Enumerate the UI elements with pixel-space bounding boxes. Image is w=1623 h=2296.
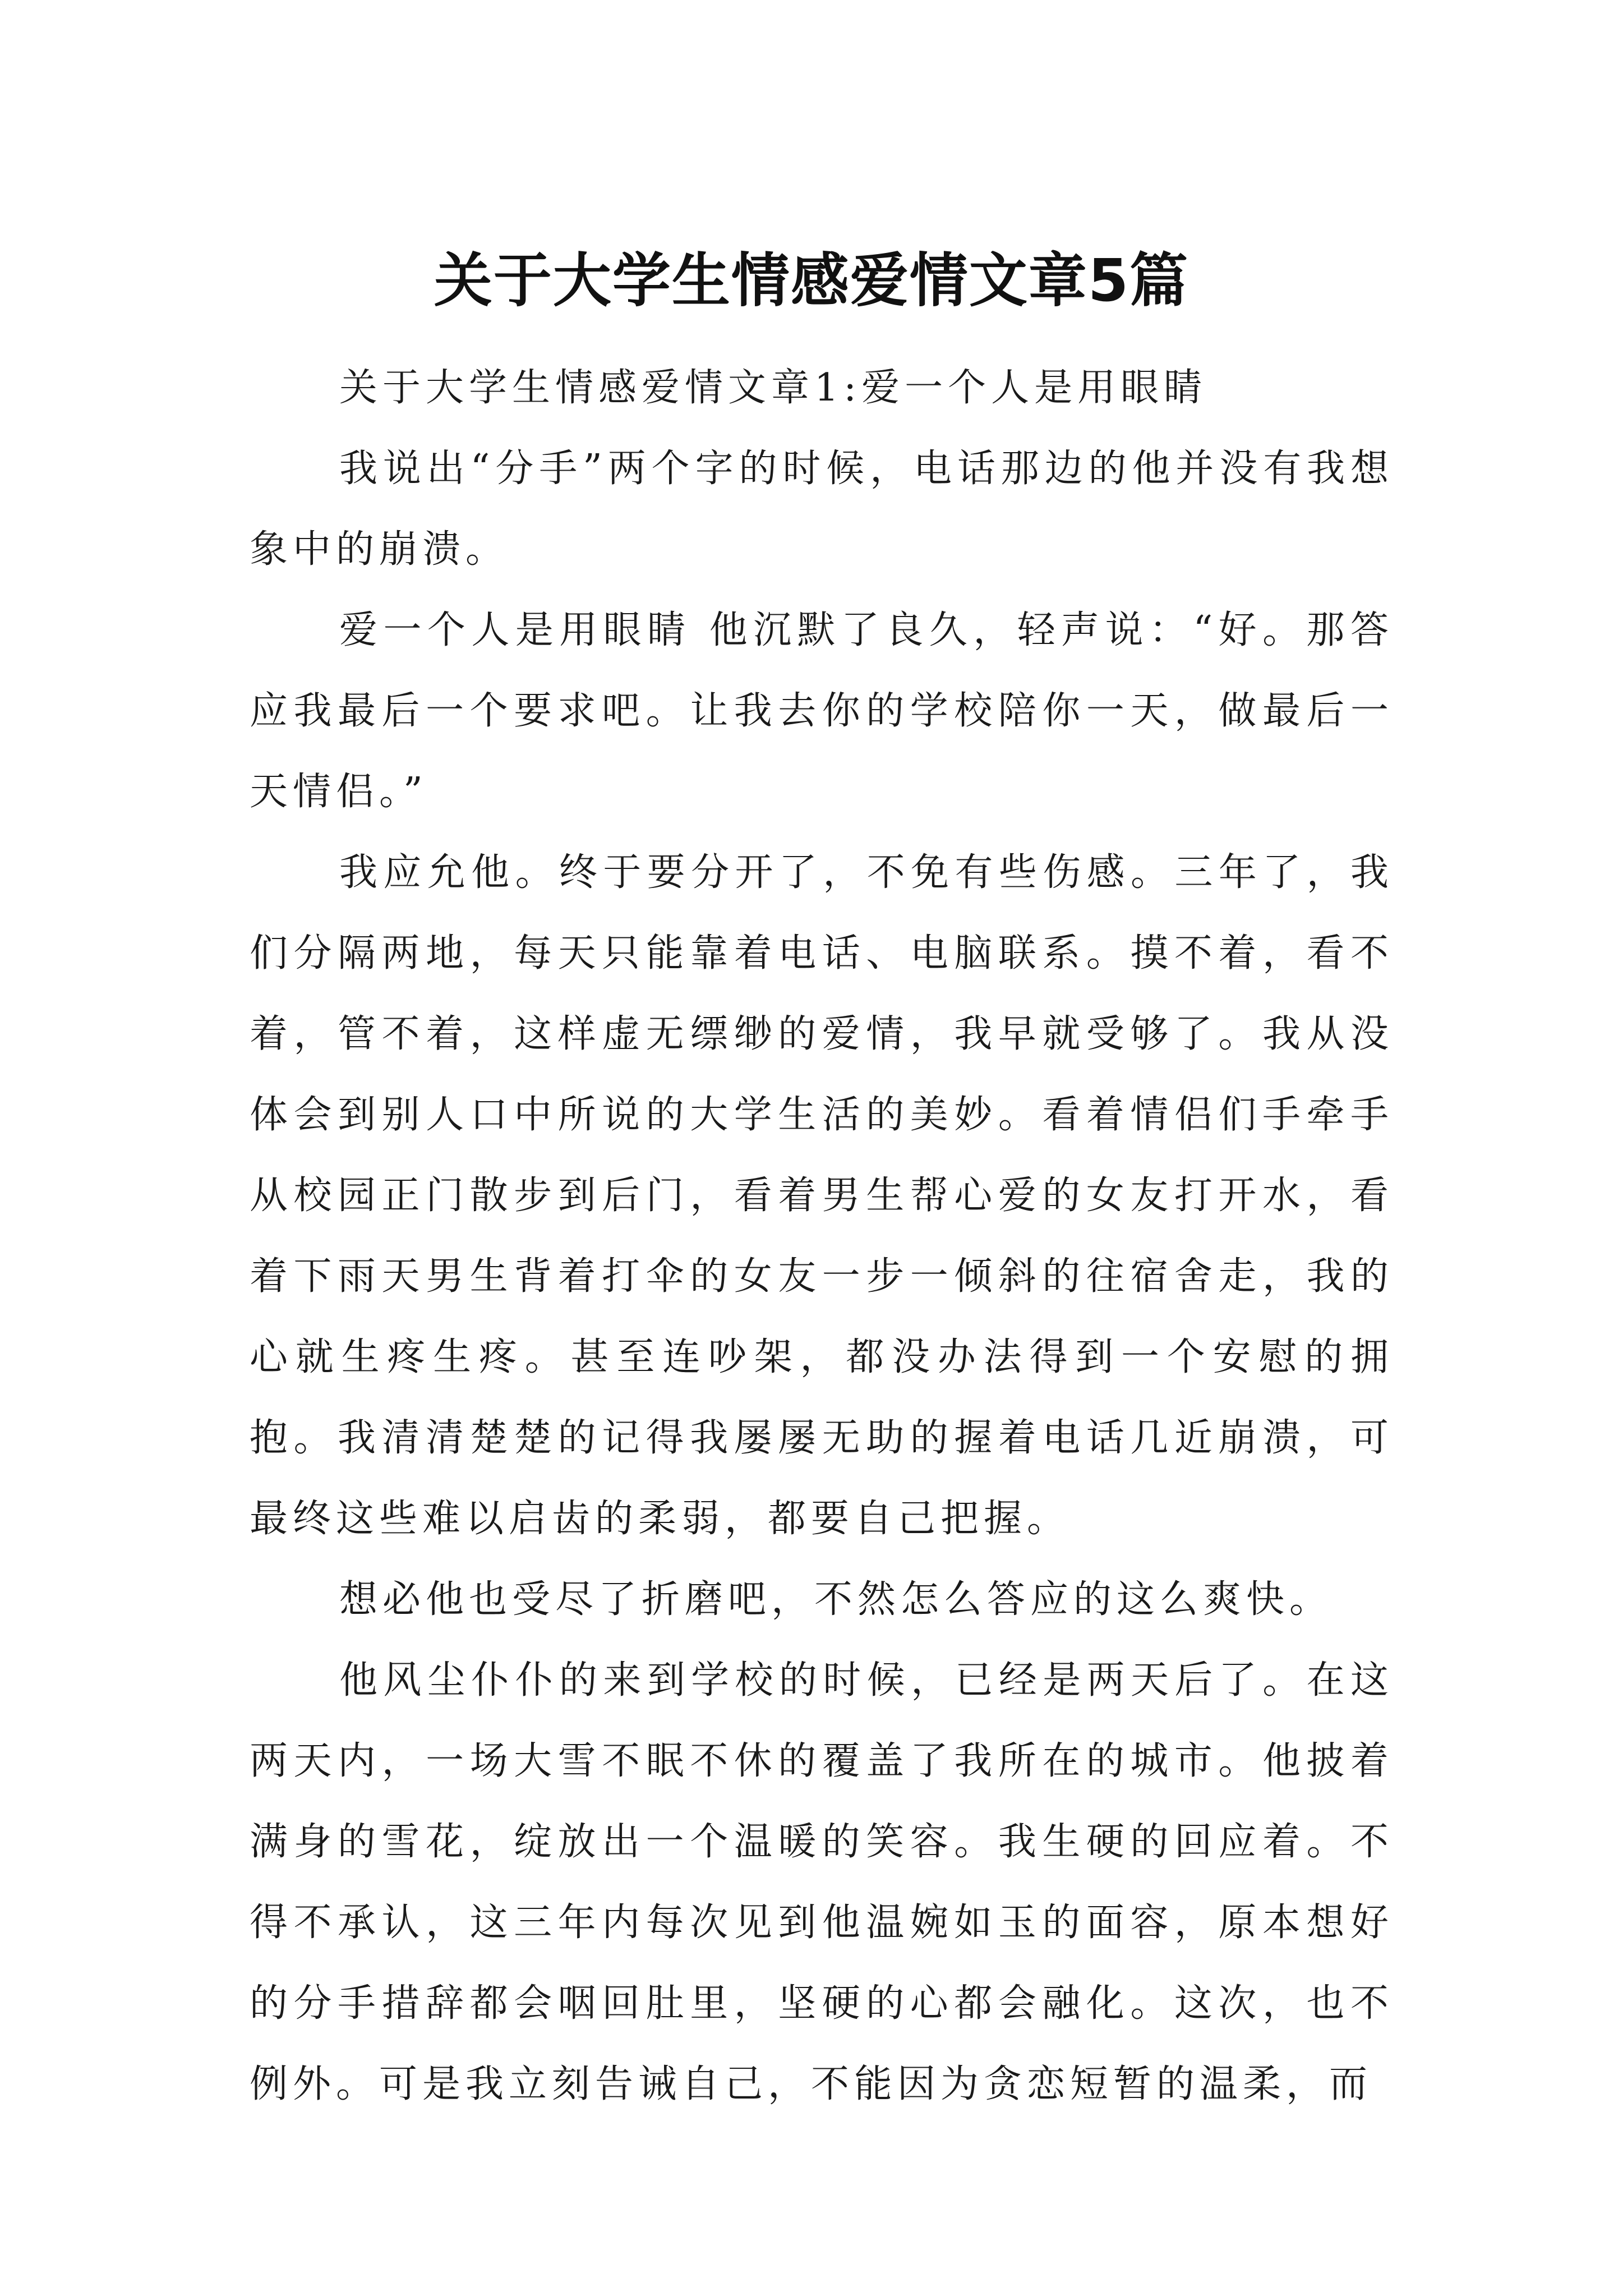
document-body bbox=[250, 348, 1394, 2125]
paragraph: 想必他也受尽了折磨吧，不然怎么答应的这么爽快。 bbox=[339, 1577, 1333, 1622]
section-heading: 关于大学生情感爱情文章1:爱一个人是用眼睛 bbox=[339, 366, 1207, 410]
paragraph: 我应允他。终于要分开了，不免有些伤感。三年了，我们分隔两地，每天只能靠着电话、电脑联系。摸不着，看不着，管不着，这样虚无缥缈的爱情，我早就受够了。我从没体会到别人口中所说的大学生活的美妙。看着情侣们手牵手从校园正门散步到后门，看着男生帮心爱的女友打开水，看着下雨天男生背着打伞的女友一步一倾斜的往宿舍走，我的心就生疼生疼。甚至连吵架，都没办法得到一个安慰的拥抱。我清清楚楚的记得我屡屡无助的握着电话几近崩溃，可最终这些难以启齿的柔弱，都要自己把握。 bbox=[250, 850, 1394, 1541]
paragraph: 我说出“分手”两个字的时候，电话那边的他并没有我想象中的崩溃。 bbox=[250, 447, 1394, 572]
document-title: 关于大学生情感爱情文章5篇 bbox=[434, 246, 1189, 315]
paragraph: 爱一个人是用眼睛 他沉默了良久，轻声说：“好。那答应我最后一个要求吧。让我去你的学校陪你一天，做最后一天情侣。” bbox=[250, 608, 1394, 814]
paragraph: 他风尘仆仆的来到学校的时候，已经是两天后了。在这两天内，一场大雪不眠不休的覆盖了我所在的城市。他披着满身的雪花，绽放出一个温暖的笑容。我生硬的回应着。不得不承认，这三年内每次见到他温婉如玉的面容，原本想好的分手措辞都会咽回肚里，坚硬的心都会融化。这次，也不例外。可是我立刻告诫自己，不能因为贪恋短暂的温柔，而 bbox=[250, 1658, 1394, 2106]
